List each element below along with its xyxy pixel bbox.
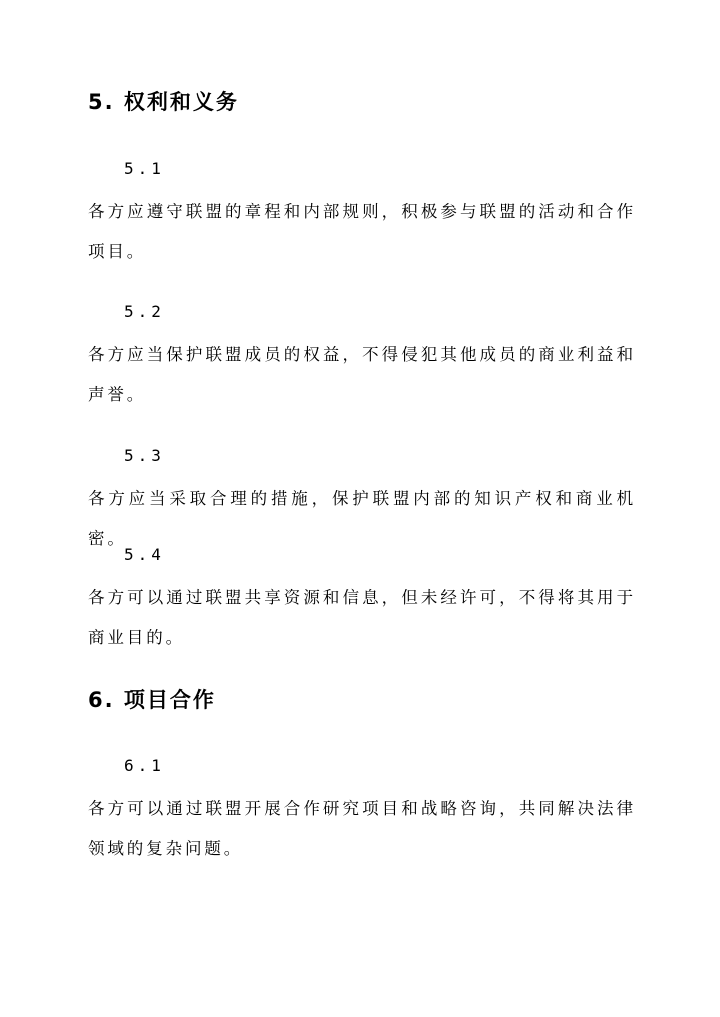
clause-5-4-number: 5.4: [124, 545, 165, 564]
clause-6-1-number: 6.1: [124, 756, 165, 775]
clause-5-1-number: 5.1: [124, 159, 165, 178]
section-5-heading: 5. 权利和义务: [88, 90, 239, 114]
clause-5-1-text: 各方应遵守联盟的章程和内部规则，积极参与联盟的活动和合作项目。: [88, 202, 636, 261]
clause-5-3-number: 5.3: [124, 446, 165, 465]
clause-5-3-text: 各方应当采取合理的措施，保护联盟内部的知识产权和商业机密。: [88, 489, 636, 548]
clause-5-2-number: 5.2: [124, 302, 165, 321]
clause-6-1-text: 各方可以通过联盟开展合作研究项目和战略咨询，共同解决法律领域的复杂问题。: [88, 799, 636, 858]
clause-5-4-text: 各方可以通过联盟共享资源和信息，但未经许可，不得将其用于商业目的。: [88, 588, 636, 647]
clause-5-2-text: 各方应当保护联盟成员的权益，不得侵犯其他成员的商业利益和声誉。: [88, 345, 636, 404]
section-6-heading: 6. 项目合作: [88, 688, 216, 712]
